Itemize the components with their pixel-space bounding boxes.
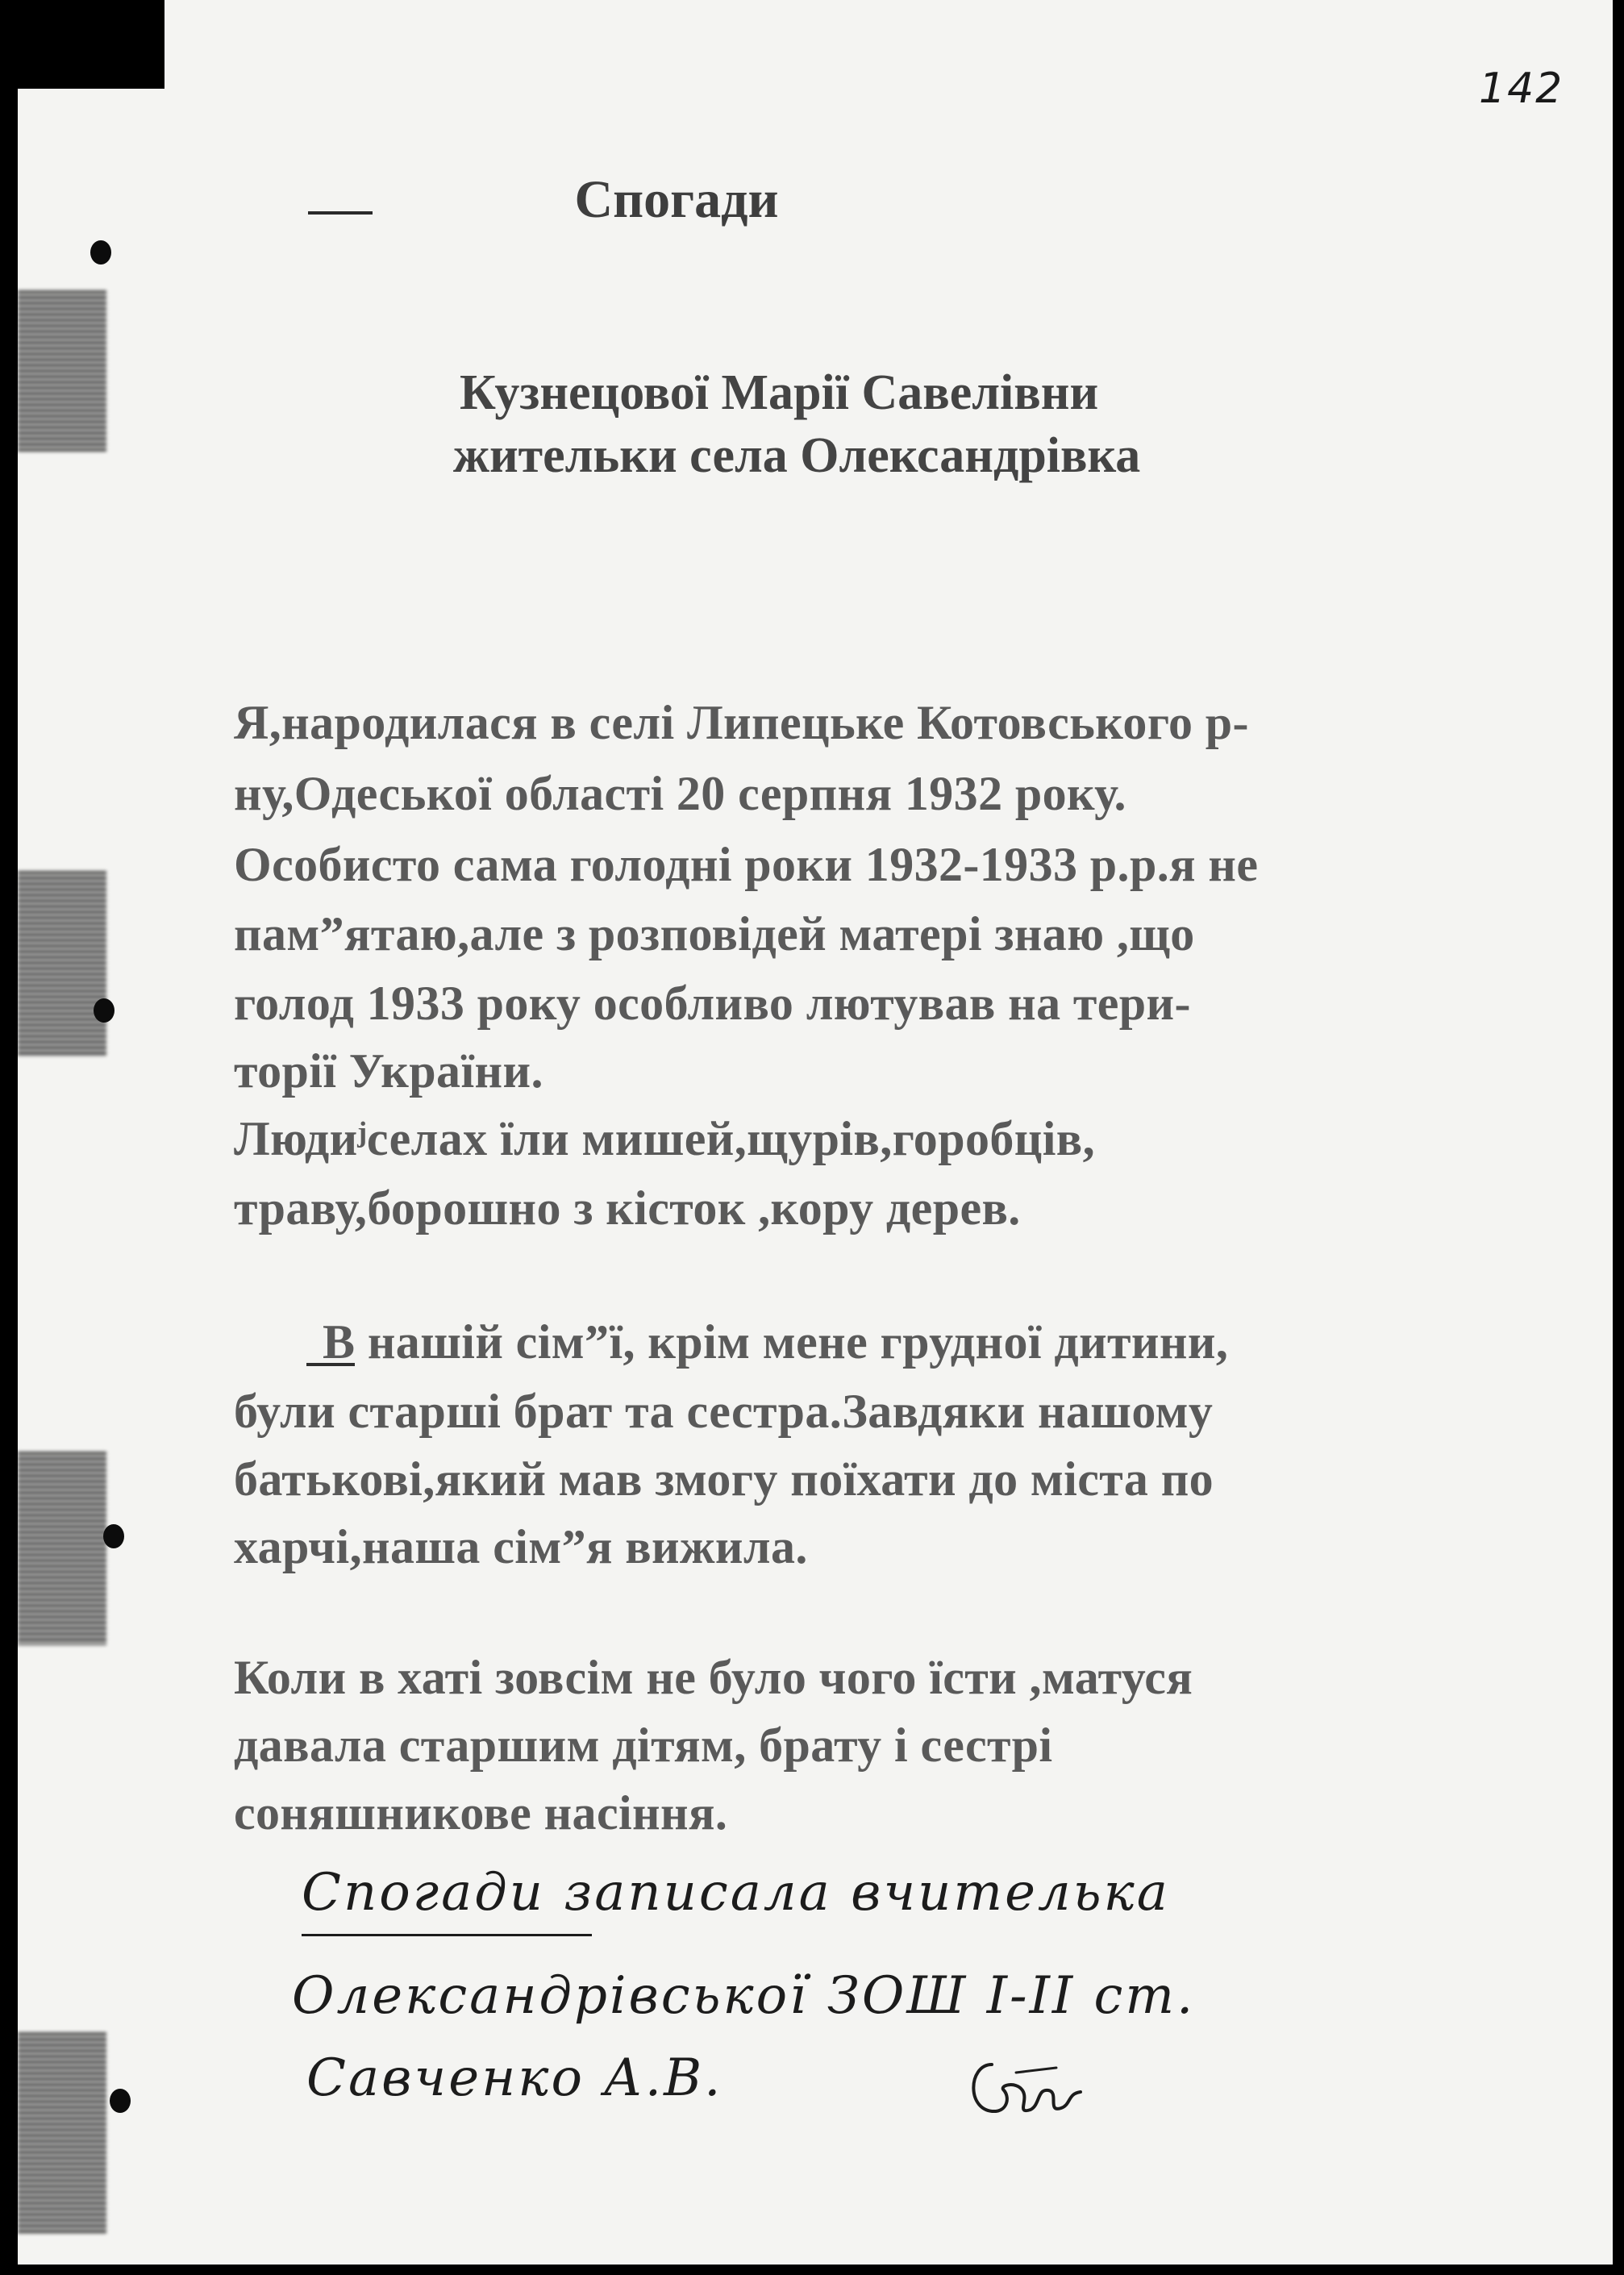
body-text-line: Особисто сама голодні роки 1932-1933 р.р.я не	[234, 838, 1259, 891]
document-page	[18, 0, 1613, 2265]
archive-page-number: 142	[1479, 65, 1564, 113]
body-text-line: батькові,який мав змогу поїхати до міста по	[234, 1452, 1214, 1506]
punch-hole	[110, 2089, 131, 2113]
body-text-line: голод 1933 року особливо лютував на тери-	[234, 977, 1191, 1030]
handwritten-note-line: Савченко А.В.	[306, 2048, 723, 2108]
body-text-line: Я,народилася в селі Липецьке Котовського р-	[234, 696, 1249, 749]
subtitle-line: Кузнецової Марії Савелівни	[460, 365, 1099, 420]
subtitle-line: жительки села Олександрівка	[453, 428, 1141, 483]
signature	[960, 2040, 1097, 2129]
body-text-line: Людиʲселах їли мишей,щурів,горобців,	[234, 1112, 1096, 1165]
document-title	[18, 169, 1613, 231]
body-text-line: давала старшим дітям, брату і сестрі	[234, 1719, 1053, 1772]
body-text-line: харчі,наша сім”я вижила.	[234, 1520, 808, 1573]
title-text: Спогади	[574, 170, 779, 229]
handwritten-note-line: Олександрівської ЗОШ І-ІІ ст.	[292, 1966, 1196, 2026]
body-text-line: ну,Одеської області 20 серпня 1932 року.	[234, 767, 1126, 820]
body-text-line: торії України.	[234, 1044, 543, 1098]
handwriting-underline	[302, 1934, 592, 1936]
photocopy-smudge	[18, 871, 106, 1056]
photocopy-smudge	[18, 2032, 106, 2234]
photocopy-smudge	[18, 290, 106, 452]
punch-hole	[103, 1524, 124, 1548]
body-text-line: соняшникове насіння.	[234, 1786, 728, 1840]
punch-hole	[90, 240, 111, 265]
body-text-line: В нашій сім”ї, крім мене грудної дитини,	[323, 1315, 1229, 1369]
handwritten-note-line: Спогади записала вчителька	[302, 1863, 1170, 1923]
photocopy-smudge	[18, 1452, 106, 1645]
punch-hole	[94, 998, 115, 1023]
page-corner-shadow	[18, 0, 164, 89]
body-text-line: пам”ятаю,але з розповідей матері знаю ,що	[234, 907, 1195, 960]
body-text-line: траву,борошно з кісток ,кору дерев.	[234, 1181, 1021, 1235]
body-text-line: були старші брат та сестра.Завдяки нашому	[234, 1385, 1214, 1438]
body-text-line: Коли в хаті зовсім не було чого їсти ,матуся	[234, 1651, 1193, 1704]
